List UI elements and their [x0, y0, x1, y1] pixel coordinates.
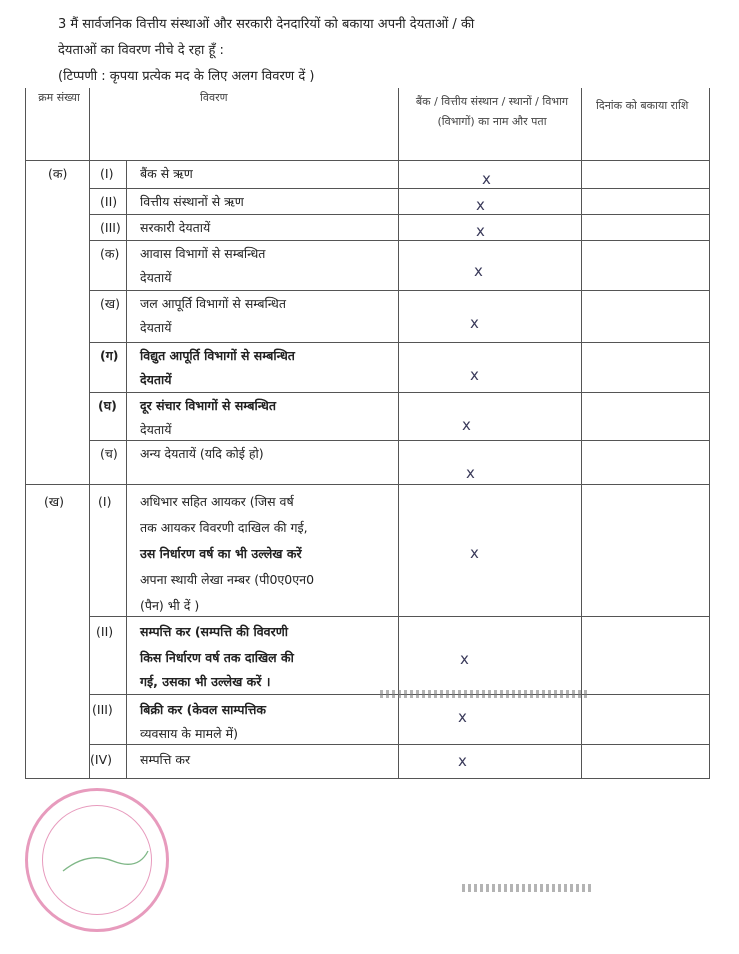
check-mark: x [458, 708, 467, 726]
row-text: आवास विभागों से सम्बन्धित [140, 246, 266, 261]
row-text: अपना स्थायी लेखा नम्बर (पी0ए0एन0 [140, 572, 315, 587]
table-rule [90, 440, 710, 441]
scan-smudge [380, 690, 590, 698]
header-line-1: 3 मैं सार्वजनिक वित्तीय संस्थाओं और सरकारी देनदारियों को बकाया अपनी देयताओं / की [58, 17, 475, 32]
check-mark: x [476, 222, 485, 240]
row-text: वित्तीय संस्थानों से ऋण [140, 194, 244, 209]
table-rule [581, 88, 582, 778]
table-rule [398, 88, 399, 778]
check-mark: x [458, 752, 467, 770]
check-mark: x [482, 170, 491, 188]
row-text: देयतायें [140, 422, 172, 437]
table-rule [709, 88, 710, 778]
row-text: जल आपूर्ति विभागों से सम्बन्धित [140, 296, 286, 311]
header-date: दिनांक को बकाया राशि [596, 99, 689, 112]
row-number: (IV) [90, 752, 112, 767]
row-text: अधिभार सहित आयकर (जिस वर्ष [140, 494, 294, 509]
row-text: देयतायें [140, 320, 172, 335]
table-rule [25, 160, 710, 161]
row-number: (ख) [100, 296, 120, 311]
table-rule [90, 214, 710, 215]
row-text: सम्पत्ति कर (सम्पत्ति की विवरणी [140, 624, 289, 639]
row-number: (III) [92, 702, 113, 717]
table-rule [89, 88, 90, 778]
scan-smudge [462, 884, 592, 892]
row-number: (घ) [98, 398, 117, 413]
row-text: उस निर्धारण वर्ष का भी उल्लेख करें [140, 546, 302, 561]
table-rule [90, 188, 710, 189]
check-mark: x [470, 314, 479, 332]
check-mark: x [474, 262, 483, 280]
row-number: (ग) [100, 348, 119, 363]
row-number: (I) [100, 166, 114, 181]
row-number: (च) [100, 446, 118, 461]
group-label: (ख) [44, 494, 64, 509]
table-rule [25, 778, 710, 779]
table-rule [25, 88, 26, 778]
row-text: किस निर्धारण वर्ष तक दाखिल की [140, 650, 294, 665]
header-bank: बैंक / वित्तीय संस्थान / स्थानों / विभाग (विभागों) का नाम और पता [415, 95, 569, 128]
check-mark: x [470, 366, 479, 384]
group-label: (क) [48, 166, 68, 181]
check-mark: x [466, 464, 475, 482]
check-mark: x [460, 650, 469, 668]
row-text: गई, उसका भी उल्लेख करें । [140, 674, 271, 689]
header-description: विवरण [200, 91, 228, 104]
row-number: (क) [100, 246, 120, 261]
row-text: अन्य देयतायें (यदि कोई हो) [140, 446, 264, 461]
table-rule [90, 290, 710, 291]
table-rule [90, 392, 710, 393]
row-number: (II) [96, 624, 114, 639]
table-rule [90, 240, 710, 241]
row-text: बैंक से ऋण [140, 166, 193, 181]
table-rule [90, 342, 710, 343]
table-rule [126, 160, 127, 778]
row-text: (पैन) भी दें ) [140, 598, 200, 613]
official-seal [25, 788, 169, 932]
row-text: सरकारी देयतायें [140, 220, 211, 235]
row-text: बिक्री कर (केवल साम्पत्तिक [140, 702, 266, 717]
row-number: (III) [100, 220, 121, 235]
row-number: (I) [98, 494, 112, 509]
table-rule [25, 484, 710, 485]
seal-signature-icon [28, 791, 166, 929]
row-text: सम्पत्ति कर [140, 752, 191, 767]
header-serial: क्रम संख्या [38, 91, 80, 104]
row-text: व्यवसाय के मामले में) [140, 726, 238, 741]
row-text: विद्युत आपूर्ति विभागों से सम्बन्धित [140, 348, 295, 363]
row-number: (II) [100, 194, 118, 209]
check-mark: x [462, 416, 471, 434]
row-text: दूर संचार विभागों से सम्बन्धित [140, 398, 276, 413]
row-text: तक आयकर विवरणी दाखिल की गई, [140, 520, 308, 535]
header-line-2: देयताओं का विवरण नीचे दे रहा हूँ : [58, 43, 224, 58]
row-text: देयतायें [140, 372, 172, 387]
check-mark: x [470, 544, 479, 562]
header-note: (टिप्पणी : कृपया प्रत्येक मद के लिए अलग विवरण दें ) [58, 69, 315, 84]
row-text: देयतायें [140, 270, 172, 285]
check-mark: x [476, 196, 485, 214]
